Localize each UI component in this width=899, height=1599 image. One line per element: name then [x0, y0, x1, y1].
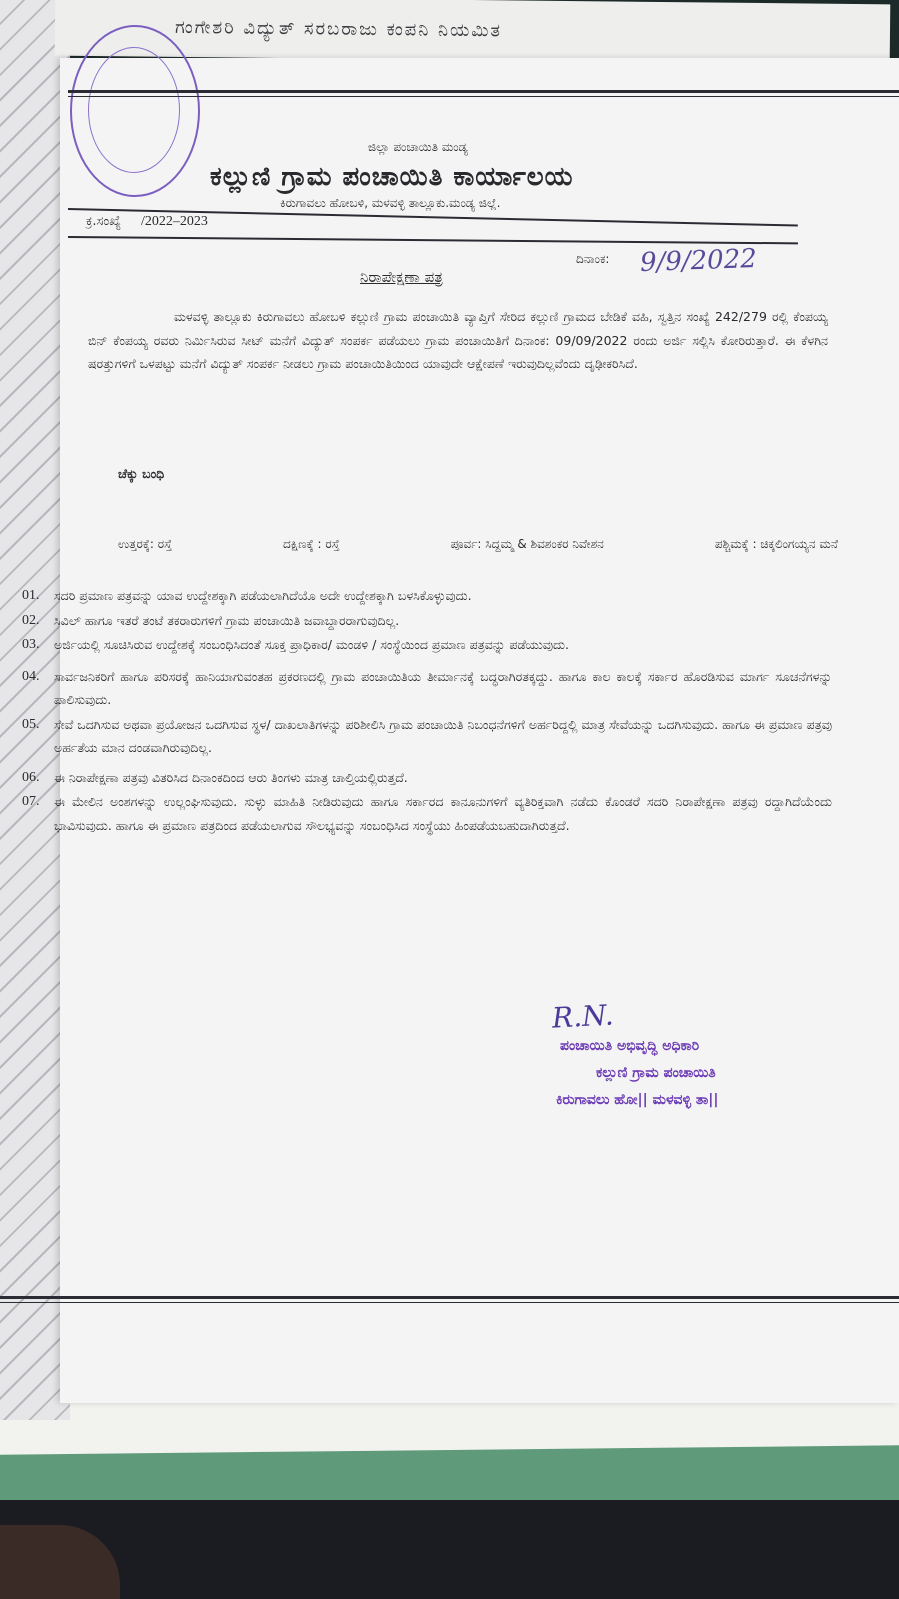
condition-text: ಈ ಮೇಲಿನ ಅಂಶಗಳನ್ನು ಉಲ್ಲಂಘಿಸುವುದು. ಸುಳ್ಳು ಮಾಹಿತಿ ನೀಡಿರುವುದು ಹಾಗೂ ಸರ್ಕಾರದ ಕಾನೂನುಗಳಿಗೆ ವ್ಯತಿರಿಕ್ತವಾಗಿ ನಡೆದು ಕೊಂಡರೆ ಸದರಿ ನಿರಾಪೇಕ್ಷಣಾ ಪತ್ರವು ರದ್ದಾಗಿದೆಯೆಂದು ಭಾವಿಸುವುದು. ಹಾಗೂ ಈ ಪ್ರಮಾಣ ಪತ್ರದಿಂದ ಪಡೆಯಲಾಗುವ ಸೌಲಭ್ಯವನ್ನು ಸಂಬಂಧಿಸಿದ ಸಂಸ್ಥೆಯು ಹಿಂಪಡೆಯಬಹುದಾಗಿರುತ್ತದೆ. — [54, 794, 832, 833]
condition-number: 02. — [22, 612, 40, 628]
boundary-north: ಉತ್ತರಕ್ಕೆ: ರಸ್ತೆ — [118, 537, 172, 551]
office-address: ಕಿರುಗಾವಲು ಹೋಬಳಿ, ಮಳವಳ್ಳಿ ತಾಲ್ಲೂಕು.ಮಂಡ್ಯ ಜಿಲ್ಲೆ. — [280, 196, 501, 210]
boundaries-title: ಚೆಕ್ಕು ಬಂಧಿ — [118, 466, 165, 481]
boundary-east: ಪೂರ್ವ: ಸಿದ್ದಮ್ಮ & ಶಿವಶಂಕರ ನಿವೇಶನ — [450, 537, 604, 551]
boundary-south: ದಕ್ಷಿಣಕ್ಕೆ : ರಸ್ತೆ — [282, 537, 340, 551]
condition-text: ಸಿವಿಲ್ ಹಾಗೂ ಇತರೆ ತಂಟೆ ತಕರಾರುಗಳಿಗೆ ಗ್ರಾಮ ಪಂಚಾಯಿತಿ ಜವಾಬ್ದಾರರಾಗುವುದಿಲ್ಲ. — [54, 612, 400, 628]
condition-text: ಸಾರ್ವಜನಿಕರಿಗೆ ಹಾಗೂ ಪರಿಸರಕ್ಕೆ ಹಾನಿಯಾಗುವಂತಹ ಪ್ರಕರಣದಲ್ಲಿ ಗ್ರಾಮ ಪಂಚಾಯಿತಿಯ ತೀರ್ಮಾನಕ್ಕೆ ಬದ್ಧರಾಗಿರತಕ್ಕದ್ದು. ಹಾಗೂ ಕಾಲ ಕಾಲಕ್ಕೆ ಸರ್ಕಾರ ಹೊರಡಿಸುವ ಮಾರ್ಗ ಸೂಚನೆಗಳನ್ನು ಪಾಲಿಸುವುದು. — [54, 668, 832, 707]
condition-item — [22, 790, 832, 837]
ref-value: /2022–2023 — [140, 214, 208, 229]
condition-text: ಸೇವೆ ಒದಗಿಸುವ ಅಥವಾ ಪ್ರಯೋಜನ ಒದಗಿಸುವ ಸ್ಥಳ/ ದಾಖಲಾತಿಗಳನ್ನು ಪರಿಶೀಲಿಸಿ ಗ್ರಾಮ ಪಂಚಾಯಿತಿ ನಿಬಂಧನೆಗಳಿಗೆ ಅರ್ಹರಿದ್ದಲ್ಲಿ ಮಾತ್ರ ಸೇವೆಯನ್ನು ಒದಗಿಸುವುದು. ಹಾಗೂ ಈ ಪ್ರಮಾಣ ಪತ್ರವು ಅರ್ಹತೆಯ ಮಾನ ದಂಡವಾಗಿರುವುದಿಲ್ಲ. — [54, 716, 832, 755]
date-label: ದಿನಾಂಕ: — [576, 252, 610, 266]
handwritten-signature: R.N. — [551, 998, 615, 1035]
condition-item — [22, 609, 832, 633]
condition-number: 03. — [22, 637, 40, 652]
stamp-office: ಕಲ್ಲುಣಿ ಗ್ರಾಮ ಪಂಚಾಯಿತಿ — [596, 1065, 716, 1081]
condition-item — [22, 766, 832, 790]
condition-text: ಈ ನಿರಾಪೇಕ್ಷಣಾ ಪತ್ರವು ವಿತರಿಸಿದ ದಿನಾಂಕದಿಂದ ಆರು ತಿಂಗಳು ಮಾತ್ರ ಚಾಲ್ತಿಯಲ್ಲಿರುತ್ತದೆ. — [54, 769, 408, 785]
conditions-list — [22, 584, 832, 838]
condition-item — [22, 665, 832, 712]
condition-number: 05. — [22, 716, 40, 732]
ref-label: ಕ್ರ.ಸಂಖ್ಯೆ — [86, 214, 121, 229]
body-paragraph — [88, 305, 828, 376]
district-line: ಜಿಲ್ಲಾ ಪಂಚಾಯಿತಿ ಮಂಡ್ಯ — [368, 140, 468, 154]
condition-number: 06. — [22, 769, 40, 785]
desk-shadow — [0, 1500, 899, 1599]
boundary-west: ಪಶ್ಚಿಮಕ್ಕೆ : ಚಿಕ್ಕಲಿಂಗಯ್ಯನ ಮನೆ — [714, 537, 838, 551]
header-top-rule-thin — [68, 96, 899, 97]
reference-number — [86, 214, 208, 230]
document-title: ನಿರಾಪೇಕ್ಷಣಾ ಪತ್ರ — [360, 268, 443, 286]
stamp-designation: ಪಂಚಾಯಿತಿ ಅಭಿವೃದ್ಧಿ ಅಧಿಕಾರಿ — [560, 1038, 700, 1054]
condition-number: 01. — [22, 588, 40, 603]
condition-item — [22, 584, 832, 608]
condition-item — [22, 633, 832, 657]
condition-text: ಸದರಿ ಪ್ರಮಾಣ ಪತ್ರವನ್ನು ಯಾವ ಉದ್ದೇಶಕ್ಕಾಗಿ ಪಡೆಯಲಾಗಿದೆಯೊ ಅದೇ ಉದ್ದೇಶಕ್ಕಾಗಿ ಬಳಸಿಕೊಳ್ಳುವುದು. — [54, 588, 472, 603]
boundaries-row — [118, 537, 838, 552]
body-text: ಮಳವಳ್ಳಿ ತಾಲ್ಲೂಕು ಕಿರುಗಾವಲು ಹೋಬಳಿ ಕಲ್ಲುಣಿ ಗ್ರಾಮ ಪಂಚಾಯಿತಿ ವ್ಯಾಪ್ತಿಗೆ ಸೇರಿದ ಕಲ್ಲುಣಿ ಗ್ರಾಮದ ಬೇಡಿಕೆ ವಹಿ, ಸ್ವತ್ತಿನ ಸಂಖ್ಯೆ 242/279 ರಲ್ಲಿ ಕೆಂಪಯ್ಯ ಬಿನ್ ಕೆಂಪಯ್ಯ ರವರು ನಿರ್ಮಿಸಿರುವ ಸೀಟ್ ಮನೆಗೆ ವಿದ್ಯುತ್ ಸಂಪರ್ಕ ಪಡೆಯಲು ಗ್ರಾಮ ಪಂಚಾಯಿತಿಗೆ ದಿನಾಂಕ: 09/09/2022 ರಂದು ಅರ್ಜಿ ಸಲ್ಲಿಸಿ ಕೋರಿರುತ್ತಾರೆ. ಈ ಕೆಳಗಿನ ಷರತ್ತುಗಳಿಗೆ ಒಳಪಟ್ಟು ಮನೆಗೆ ವಿದ್ಯುತ್ ಸಂಪರ್ಕ ನೀಡಲು ಗ್ರಾಮ ಪಂಚಾಯಿತಿಯಿಂದ ಯಾವುದೇ ಆಕ್ಷೇಪಣೆ ಇರುವುದಿಲ್ಲವೆಂದು ದೃಢೀಕರಿಸಿದೆ. — [88, 309, 828, 371]
seal-inner-ring — [88, 47, 180, 173]
header-top-rule — [68, 90, 899, 93]
page-bottom-rule — [0, 1296, 899, 1299]
condition-number: 07. — [22, 794, 40, 809]
condition-text: ಅರ್ಜಿಯಲ್ಲಿ ಸೂಚಿಸಿರುವ ಉದ್ದೇಶಕ್ಕೆ ಸಂಬಂಧಿಸಿದಂತೆ ಸೂಕ್ತ ಪ್ರಾಧಿಕಾರ/ ಮಂಡಳಿ / ಸಂಸ್ಥೆಯಿಂದ ಪ್ರಮಾಣ ಪತ್ರವನ್ನು ಪಡೆಯುವುದು. — [54, 637, 570, 652]
background-sheet-heading: ಗಂಗೇಶರಿ ವಿದ್ಯುತ್ ಸರಬರಾಜು ಕಂಪನಿ ನಿಯಮಿತ — [174, 16, 503, 42]
condition-item — [22, 713, 832, 760]
stamp-location: ಕಿರುಗಾವಲು ಹೋ|| ಮಳವಳ್ಳಿ ತಾ|| — [556, 1092, 719, 1108]
date-handwritten: 9/9/2022 — [639, 243, 758, 279]
office-title: ಕಲ್ಲುಣಿ ಗ್ರಾಮ ಪಂಚಾಯಿತಿ ಕಾರ್ಯಾಲಯ — [210, 162, 574, 192]
condition-number: 04. — [22, 668, 40, 684]
panchayat-seal — [70, 25, 200, 197]
page-bottom-rule-thin — [0, 1302, 899, 1303]
